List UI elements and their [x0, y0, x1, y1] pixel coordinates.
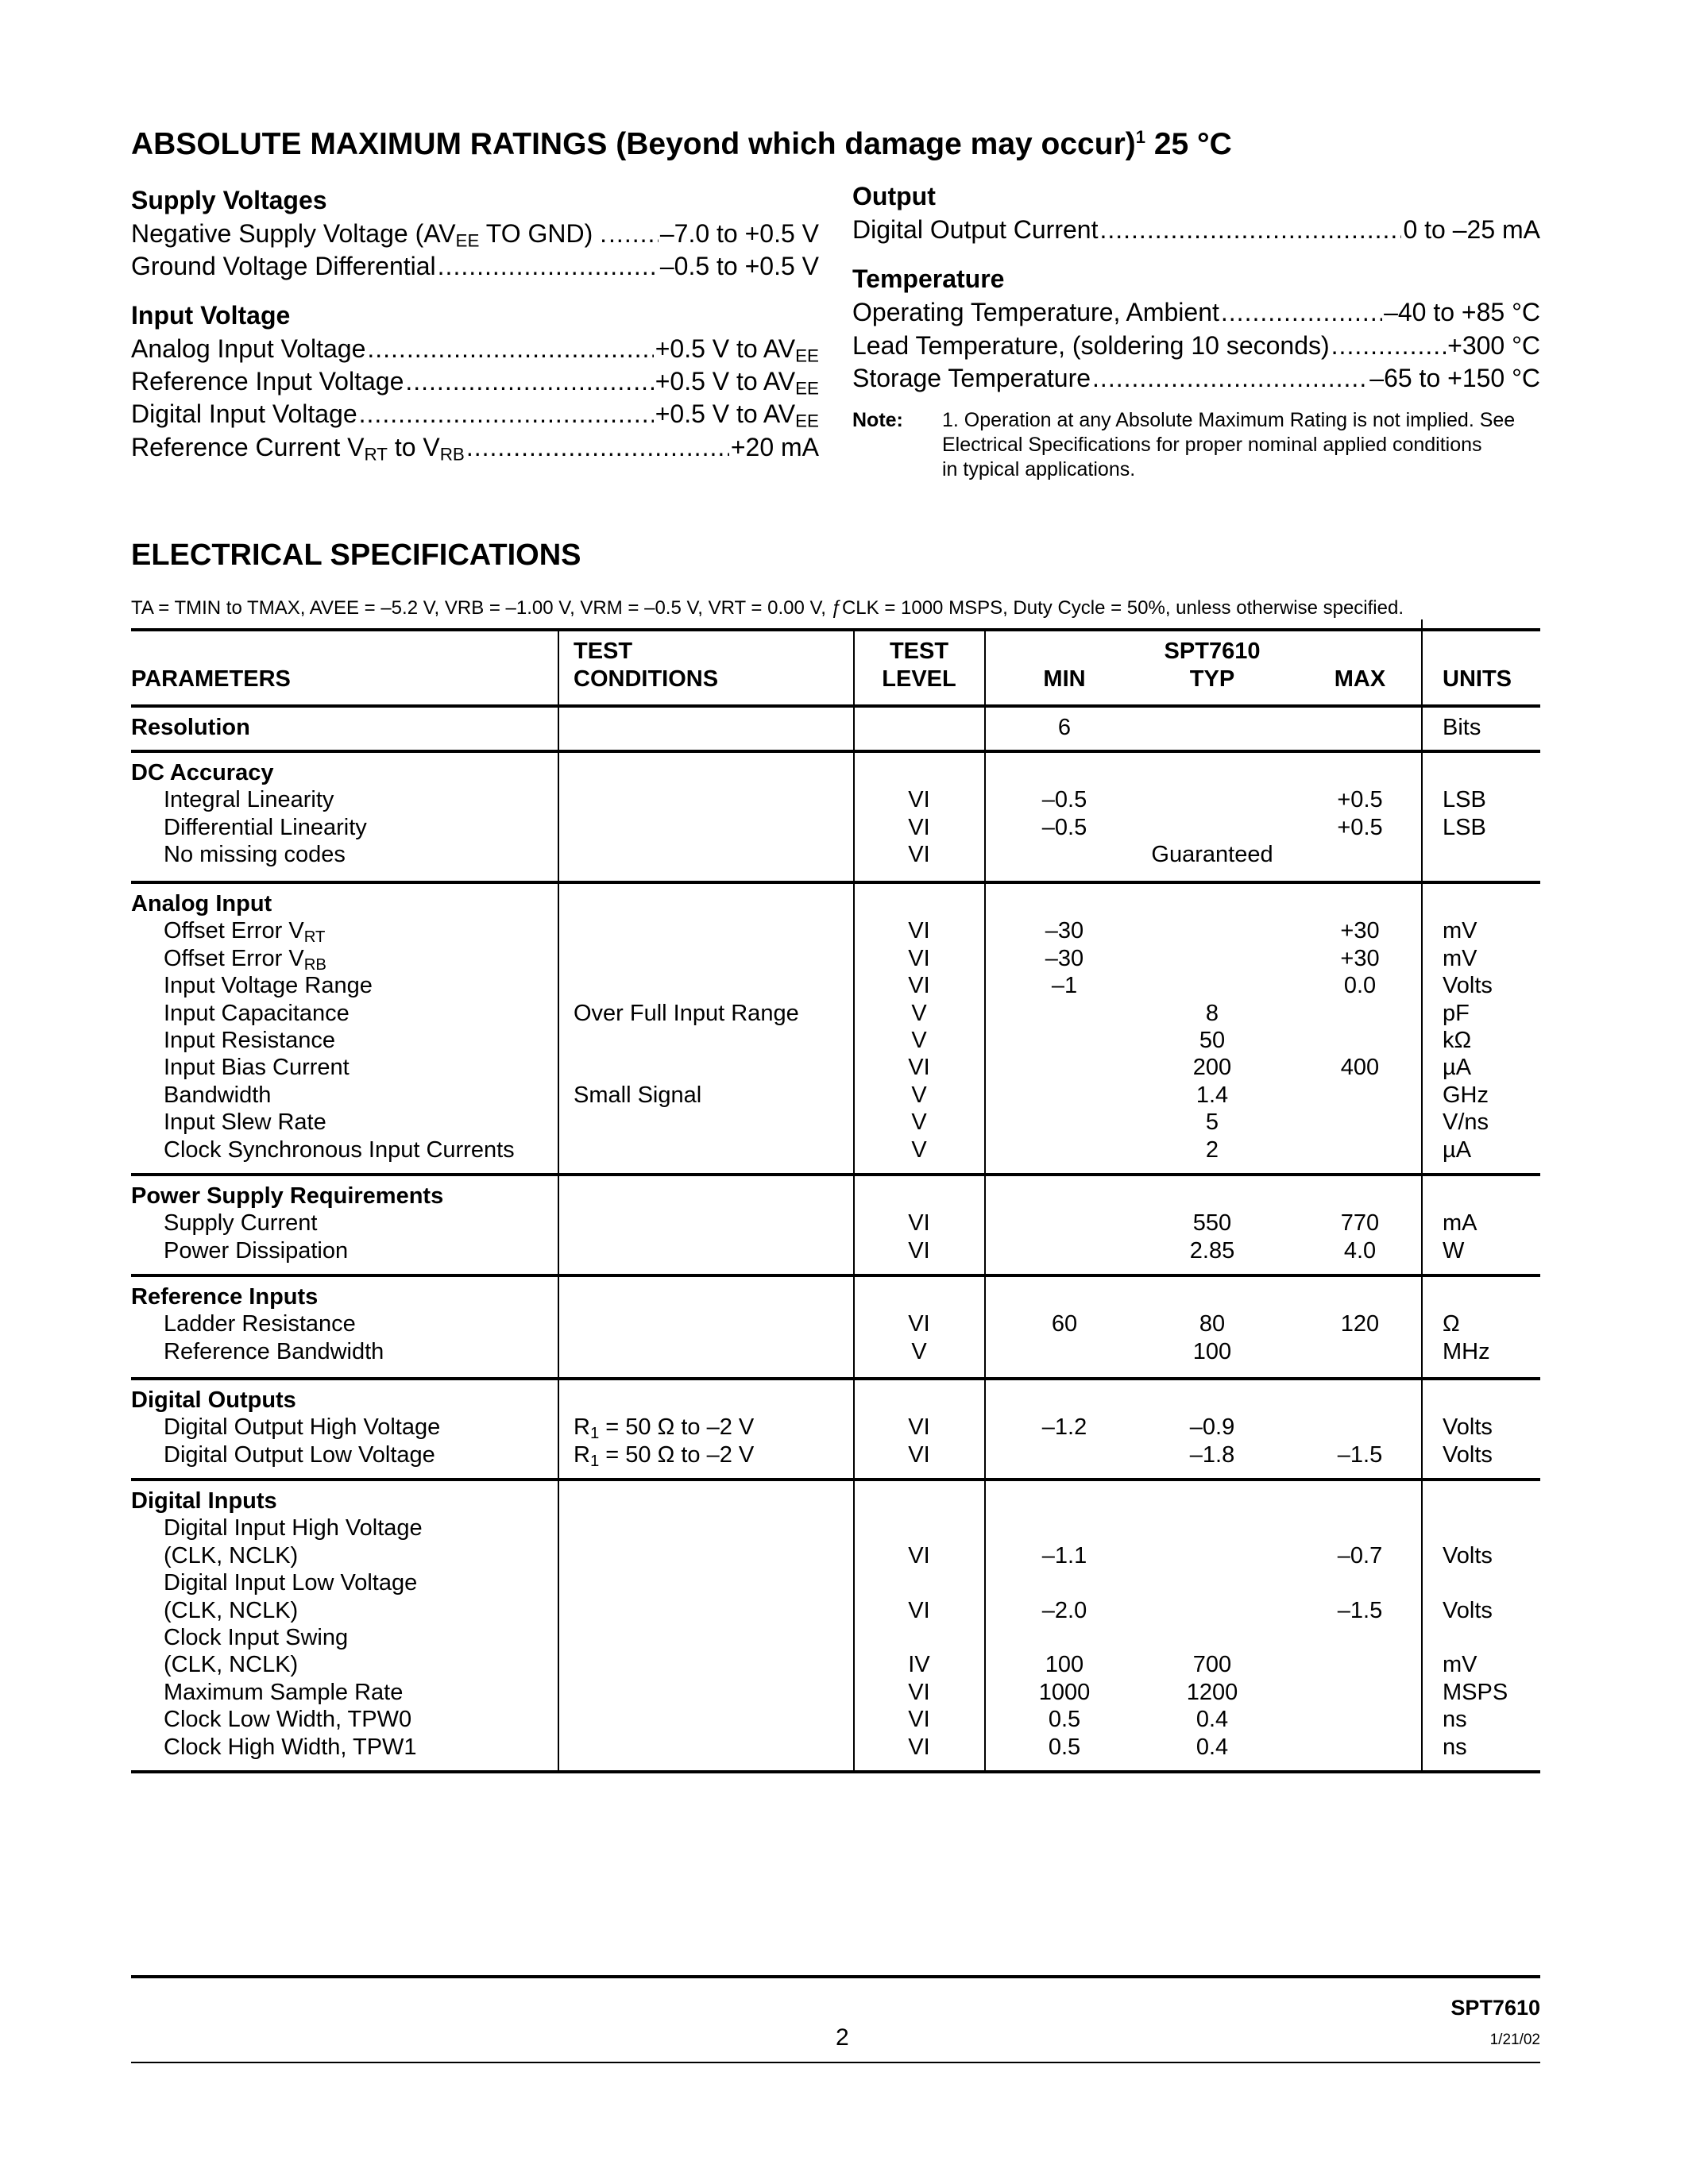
rating-value	[1384, 298, 1540, 327]
min-value: –1.1	[1041, 1542, 1087, 1569]
value-text: 0 to –25 mA	[1403, 215, 1540, 244]
footer-rule	[131, 1975, 1540, 1978]
rating-group-heading: Input Voltage	[131, 301, 291, 330]
section-rule	[131, 1770, 1540, 1773]
note-line: in typical applications.	[942, 458, 1136, 480]
parameter-name	[164, 786, 334, 813]
parameter-text: (CLK, NCLK)	[164, 1542, 299, 1569]
test-level: V	[911, 1000, 927, 1026]
leader-dots	[1331, 331, 1446, 361]
rating-value	[655, 367, 819, 399]
test-level: VI	[908, 842, 930, 868]
parameter-text: Digital Output Low Voltage	[164, 1441, 435, 1468]
test-level: VI	[908, 1707, 930, 1733]
rating-value	[655, 334, 819, 364]
max-value: 120	[1340, 1311, 1380, 1337]
max-value: 400	[1340, 1055, 1380, 1081]
rating-group-heading: Temperature	[852, 264, 1005, 293]
test-level: VI	[908, 1679, 930, 1705]
parameter-text: Input Resistance	[164, 1028, 336, 1053]
parameter-text: No missing codes	[164, 842, 346, 868]
subscript: 1	[589, 1452, 600, 1470]
section-title	[131, 1387, 296, 1414]
rating-value	[1447, 331, 1540, 361]
parameter-text: Digital Outputs	[131, 1387, 296, 1413]
typ-value: –1.8	[1189, 1441, 1235, 1468]
parameter-name	[164, 1237, 348, 1264]
leader-dots	[359, 399, 654, 429]
parameter-text: Integral Linearity	[164, 787, 334, 813]
section-title	[131, 1488, 277, 1515]
col-test: TEST	[574, 639, 633, 664]
parameter-name	[164, 1338, 384, 1365]
parameter-name	[164, 841, 346, 868]
value-text: +300 °C	[1447, 331, 1540, 360]
rating-value	[660, 252, 819, 281]
label-text: Reference Input Voltage	[131, 367, 404, 396]
typ-value: 700	[1192, 1652, 1232, 1678]
title-text: ABSOLUTE MAXIMUM RATINGS (Beyond which damage may occur)	[131, 127, 1136, 161]
section-rule	[131, 750, 1540, 753]
min-value: –1	[1051, 973, 1078, 999]
typ-value: –0.9	[1189, 1414, 1235, 1441]
leader-dots	[466, 433, 729, 462]
typ-value: 2	[1205, 1136, 1219, 1163]
label-text: Operating Temperature, Ambient	[852, 298, 1219, 326]
test-level: VI	[908, 1237, 930, 1264]
section-rule	[131, 1173, 1540, 1176]
test-condition	[574, 1082, 701, 1109]
subscript: EE	[795, 411, 819, 431]
condition-text: R	[574, 1441, 590, 1468]
units: LSB	[1443, 787, 1486, 813]
units: Bits	[1443, 715, 1481, 740]
value-text: –65 to +150 °C	[1369, 364, 1540, 392]
parameter-name	[164, 1109, 326, 1136]
subscript: RT	[364, 444, 388, 465]
section-rule	[131, 1377, 1540, 1380]
parameter-name	[164, 1542, 298, 1569]
units: ns	[1443, 1734, 1467, 1760]
note-label: Note:	[852, 409, 903, 431]
rating-label	[131, 334, 365, 364]
rating-label	[852, 364, 1091, 393]
typ-value: 8	[1205, 1000, 1219, 1026]
parameter-name	[164, 1027, 335, 1054]
parameter-text: Digital Input Low Voltage	[164, 1570, 418, 1596]
test-condition	[574, 1441, 754, 1468]
rating-row	[852, 364, 1540, 396]
max-value: +0.5	[1337, 787, 1383, 813]
condition-text: Small Signal	[574, 1082, 702, 1108]
subscript: EE	[455, 230, 480, 251]
title-temp: 25 °C	[1145, 127, 1232, 161]
rating-label	[131, 367, 404, 396]
parameter-name	[164, 1624, 348, 1651]
typ-value: 50	[1199, 1028, 1226, 1053]
rating-value	[1369, 364, 1540, 393]
typ-value: 2.85	[1189, 1237, 1235, 1264]
test-level: VI	[908, 973, 930, 999]
rating-group-heading: Supply Voltages	[131, 186, 327, 214]
value-text: –7.0 to +0.5 V	[659, 219, 819, 248]
units: kΩ	[1443, 1028, 1472, 1053]
label-text: Digital Input Voltage	[131, 399, 357, 428]
leader-dots	[438, 252, 659, 281]
col-units: UNITS	[1443, 666, 1512, 692]
parameter-text: Bandwidth	[164, 1082, 272, 1108]
column-divider	[1421, 619, 1423, 1772]
label-text: to V	[387, 433, 440, 461]
units: Volts	[1443, 1542, 1493, 1569]
parameter-name	[164, 1515, 423, 1542]
typ-value: 200	[1192, 1055, 1232, 1081]
section-rule	[131, 881, 1540, 884]
min-value: 6	[1057, 715, 1072, 740]
subscript: EE	[795, 345, 819, 366]
rating-row	[852, 215, 1540, 247]
condition-text: = 50 Ω to –2 V	[599, 1441, 755, 1468]
section-title	[131, 714, 250, 741]
parameter-text: Offset Error V	[164, 945, 304, 971]
units: mV	[1443, 918, 1477, 944]
parameter-name	[164, 1734, 417, 1761]
parameter-name	[164, 1706, 411, 1733]
footnote-ref: 1	[1135, 127, 1145, 147]
test-level: V	[911, 1028, 927, 1053]
col-part: SPT7610	[1164, 639, 1261, 664]
leader-dots	[1092, 364, 1368, 393]
min-value: 1000	[1038, 1679, 1091, 1705]
section-heading: ELECTRICAL SPECIFICATIONS	[131, 538, 581, 572]
parameter-name	[164, 1651, 298, 1678]
leader-dots	[1099, 215, 1401, 245]
typ-value: 550	[1192, 1210, 1232, 1237]
max-value: +30	[1340, 945, 1380, 971]
rating-row	[131, 433, 819, 465]
units: W	[1443, 1237, 1465, 1264]
test-level: VI	[908, 918, 930, 944]
parameter-text: Offset Error V	[164, 918, 304, 944]
label-text: Digital Output Current	[852, 215, 1099, 244]
rating-label	[852, 298, 1219, 327]
leader-dots	[1221, 298, 1382, 327]
test-condition	[574, 1414, 754, 1441]
rating-label	[131, 219, 607, 249]
min-value: –30	[1045, 918, 1084, 944]
units: pF	[1443, 1000, 1470, 1026]
col-max: MAX	[1334, 666, 1386, 692]
column-divider	[558, 630, 559, 1772]
parameter-name	[164, 945, 326, 972]
typ-value: 0.4	[1196, 1707, 1229, 1733]
leader-dots	[405, 367, 653, 396]
units: MHz	[1443, 1338, 1490, 1364]
test-level: V	[911, 1109, 927, 1136]
parameter-text: Power Dissipation	[164, 1237, 349, 1264]
parameter-text: Reference Inputs	[131, 1284, 319, 1310]
rating-value	[660, 219, 819, 249]
label-text: Negative Supply Voltage (AV	[131, 219, 456, 248]
parameter-name	[164, 1000, 350, 1027]
units: ns	[1443, 1707, 1467, 1733]
typ-value: 0.4	[1196, 1734, 1229, 1760]
units: Volts	[1443, 1441, 1493, 1468]
test-level: V	[911, 1338, 927, 1364]
value-text: +20 mA	[730, 433, 819, 461]
parameter-text: Ladder Resistance	[164, 1311, 356, 1337]
parameter-name	[164, 1054, 350, 1081]
test-level: VI	[908, 1542, 930, 1569]
parameter-name	[164, 1136, 515, 1163]
parameter-name	[164, 1569, 417, 1596]
typ-value: 100	[1192, 1338, 1232, 1364]
parameter-name	[164, 814, 367, 841]
units: mV	[1443, 945, 1477, 971]
units: µA	[1443, 1136, 1472, 1163]
min-value: –1.2	[1041, 1414, 1087, 1441]
section-title	[131, 890, 272, 917]
parameter-name	[164, 1597, 298, 1624]
col-conditions: CONDITIONS	[574, 666, 719, 692]
typ-value: Guaranteed	[1151, 842, 1273, 868]
test-level: VI	[908, 1311, 930, 1337]
value-text: +0.5 V to AV	[655, 399, 796, 428]
parameter-name	[164, 1210, 317, 1237]
section-title	[131, 1183, 443, 1210]
rating-label	[131, 433, 465, 465]
parameter-text: Clock Input Swing	[164, 1625, 349, 1650]
page-number: 2	[836, 2024, 849, 2051]
parameter-text: (CLK, NCLK)	[164, 1652, 299, 1678]
max-value: –1.5	[1337, 1597, 1383, 1623]
rating-group-heading: Output	[852, 182, 936, 210]
parameter-text: Clock Synchronous Input Currents	[164, 1136, 515, 1163]
parameter-name	[164, 1441, 435, 1468]
test-level: VI	[908, 1441, 930, 1468]
footer-rule	[131, 2062, 1540, 2063]
value-text: –0.5 to +0.5 V	[659, 252, 819, 280]
rating-value	[655, 399, 819, 429]
parameter-name	[164, 917, 326, 947]
parameter-text: DC Accuracy	[131, 760, 274, 785]
units: mA	[1443, 1210, 1477, 1237]
condition-text: R	[574, 1414, 590, 1441]
min-value: 100	[1045, 1652, 1084, 1678]
parameter-text: Clock High Width, TPW1	[164, 1734, 417, 1760]
label-text: Storage Temperature	[852, 364, 1091, 392]
max-value: 4.0	[1343, 1237, 1377, 1264]
rating-row	[131, 252, 819, 284]
min-value: –0.5	[1041, 787, 1087, 813]
min-value: –30	[1045, 945, 1084, 971]
test-level: VI	[908, 1055, 930, 1081]
value-text: +0.5 V to AV	[655, 367, 796, 396]
units: V/ns	[1443, 1109, 1489, 1136]
max-value: –0.7	[1337, 1542, 1383, 1569]
rating-label	[852, 215, 1098, 245]
rating-row	[852, 331, 1540, 363]
subscript: RB	[303, 955, 326, 974]
typ-value: 1200	[1186, 1679, 1238, 1705]
test-level: V	[911, 1082, 927, 1108]
test-level: VI	[908, 1414, 930, 1441]
test-level: VI	[908, 1734, 930, 1760]
test-level: VI	[908, 1210, 930, 1237]
max-value: +30	[1340, 918, 1380, 944]
rating-row	[131, 367, 819, 399]
value-text: +0.5 V to AV	[655, 334, 796, 363]
page-title	[131, 127, 1232, 162]
note-line: Electrical Specifications for proper nominal applied conditions	[942, 434, 1482, 456]
parameter-text: Power Supply Requirements	[131, 1183, 444, 1209]
parameter-text: Digital Output High Voltage	[164, 1414, 441, 1441]
rating-label	[131, 399, 357, 429]
test-level: V	[911, 1136, 927, 1163]
parameter-text: Input Bias Current	[164, 1055, 350, 1081]
leader-dots	[608, 219, 659, 249]
rating-label	[852, 331, 1330, 361]
label-text: TO GND) .	[479, 219, 608, 248]
col-level: LEVEL	[882, 666, 956, 692]
units: Volts	[1443, 973, 1493, 999]
units: GHz	[1443, 1082, 1489, 1108]
subscript: EE	[795, 378, 819, 399]
rating-value	[731, 433, 819, 462]
section-rule	[131, 704, 1540, 708]
footer-date: 1/21/02	[1489, 2032, 1540, 2048]
section-title	[131, 1283, 318, 1310]
units: LSB	[1443, 814, 1486, 840]
col-typ: TYP	[1189, 666, 1235, 692]
leader-dots	[367, 334, 653, 364]
typ-value: 1.4	[1196, 1082, 1229, 1108]
parameter-text: Resolution	[131, 715, 250, 740]
parameter-text: Maximum Sample Rate	[164, 1679, 404, 1705]
min-value: 0.5	[1048, 1734, 1081, 1760]
condition-text: = 50 Ω to –2 V	[599, 1414, 755, 1441]
rating-row	[852, 298, 1540, 330]
note-line: 1. Operation at any Absolute Maximum Rating is not implied. See	[942, 409, 1516, 431]
subscript: RB	[439, 444, 465, 465]
typ-value: 5	[1205, 1109, 1219, 1136]
label-text: Ground Voltage Differential	[131, 252, 436, 280]
max-value: –1.5	[1337, 1441, 1383, 1468]
min-value: 60	[1051, 1311, 1078, 1337]
col-min: MIN	[1043, 666, 1086, 692]
label-text: Reference Current V	[131, 433, 365, 461]
test-condition	[574, 1000, 799, 1027]
units: Volts	[1443, 1414, 1493, 1441]
parameter-text: Analog Input	[131, 891, 272, 916]
max-value: +0.5	[1337, 814, 1383, 840]
units: Volts	[1443, 1597, 1493, 1623]
parameter-text: Digital Inputs	[131, 1488, 277, 1514]
footer-part: SPT7610	[1450, 1996, 1540, 2020]
parameter-name	[164, 972, 373, 999]
min-value: –2.0	[1041, 1597, 1087, 1623]
col-test: TEST	[889, 639, 949, 664]
test-level: VI	[908, 1597, 930, 1623]
rating-row	[131, 399, 819, 431]
max-value: 0.0	[1343, 973, 1377, 999]
parameter-name	[164, 1310, 356, 1337]
typ-value: 80	[1199, 1311, 1226, 1337]
parameter-text: (CLK, NCLK)	[164, 1597, 299, 1623]
condition-text: Over Full Input Range	[574, 1000, 799, 1026]
col-parameters: PARAMETERS	[131, 666, 291, 692]
parameter-text: Clock Low Width, TPW0	[164, 1707, 412, 1733]
label-text: Lead Temperature, (soldering 10 seconds)	[852, 331, 1330, 360]
parameter-text: Differential Linearity	[164, 814, 367, 840]
parameter-text: Input Slew Rate	[164, 1109, 326, 1136]
parameter-text: Digital Input High Voltage	[164, 1515, 423, 1542]
parameter-text: Supply Current	[164, 1210, 318, 1237]
section-title	[131, 759, 273, 786]
section-rule	[131, 1478, 1540, 1481]
test-level: VI	[908, 787, 930, 813]
parameter-text: Input Capacitance	[164, 1000, 350, 1026]
test-conditions-note: TA = TMIN to TMAX, AVEE = –5.2 V, VRB = –1.00 V, VRM = –0.5 V, VRT = 0.00 V, ƒCLK = 1000 MSPS, Duty Cycle = 50%, unless otherwise specified.	[131, 597, 1404, 619]
rating-row	[131, 334, 819, 366]
rating-label	[131, 252, 436, 281]
units: Ω	[1443, 1311, 1460, 1337]
section-rule	[131, 1274, 1540, 1277]
parameter-name	[164, 1679, 403, 1706]
min-value: –0.5	[1041, 814, 1087, 840]
value-text: –40 to +85 °C	[1384, 298, 1540, 326]
test-level: VI	[908, 945, 930, 971]
subscript: 1	[589, 1425, 600, 1443]
min-value: 0.5	[1048, 1707, 1081, 1733]
test-level: IV	[908, 1652, 930, 1678]
label-text: Analog Input Voltage	[131, 334, 366, 363]
parameter-name	[164, 1082, 271, 1109]
column-divider	[853, 630, 855, 1772]
rating-value	[1403, 215, 1540, 245]
test-level: VI	[908, 814, 930, 840]
subscript: RT	[303, 928, 326, 947]
table-top-rule	[131, 628, 1540, 631]
column-divider	[984, 630, 986, 1772]
max-value: 770	[1340, 1210, 1380, 1237]
units: µA	[1443, 1055, 1472, 1081]
parameter-text: Reference Bandwidth	[164, 1338, 384, 1364]
rating-row	[131, 219, 819, 251]
parameter-text: Input Voltage Range	[164, 973, 373, 999]
units: MSPS	[1443, 1679, 1508, 1705]
parameter-name	[164, 1414, 440, 1441]
units: mV	[1443, 1652, 1477, 1678]
